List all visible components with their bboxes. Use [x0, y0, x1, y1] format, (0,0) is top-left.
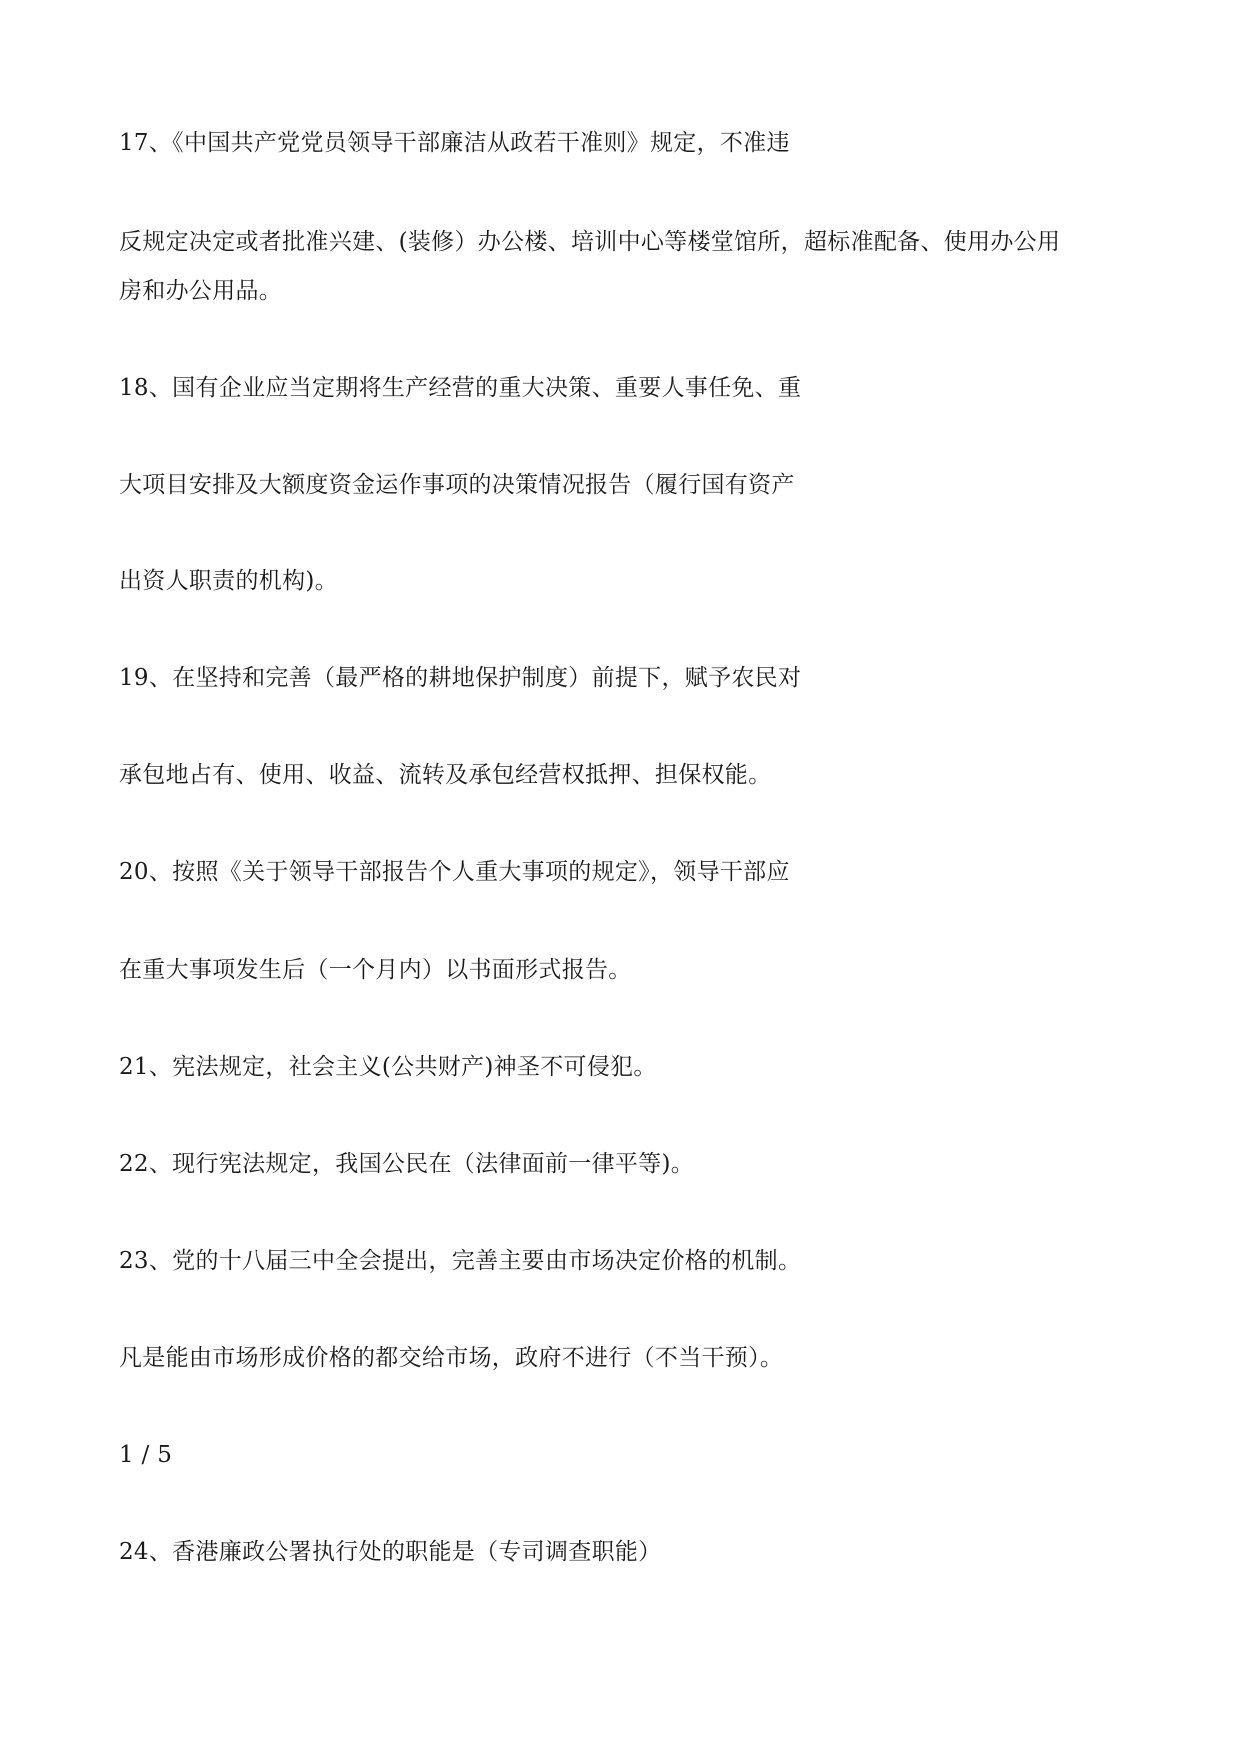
text-line-18c: 出资人职责的机构)。 — [119, 568, 338, 594]
text-line-18b: 大项目安排及大额度资金运作事项的决策情况报告（履行国有资产 — [119, 472, 795, 498]
text-line-19b: 承包地占有、使用、收益、流转及承包经营权抵押、担保权能。 — [119, 762, 772, 788]
page-number: 1 / 5 — [119, 1442, 173, 1468]
text-line-18a: 18、国有企业应当定期将生产经营的重大决策、重要人事任免、重 — [119, 375, 802, 401]
text-line-21: 21、宪法规定，社会主义(公共财产)神圣不可侵犯。 — [119, 1054, 657, 1080]
text-line-20b: 在重大事项发生后（一个月内）以书面形式报告。 — [119, 957, 632, 983]
text-line-24: 24、香港廉政公署执行处的职能是（专司调查职能） — [119, 1539, 662, 1565]
text-line-23a: 23、党的十八届三中全会提出，完善主要由市场决定价格的机制。 — [119, 1248, 802, 1274]
text-line-23b: 凡是能由市场形成价格的都交给市场，政府不进行（不当干预）。 — [119, 1345, 784, 1371]
text-line-17b: 反规定决定或者批准兴建、(装修）办公楼、培训中心等楼堂馆所，超标准配备、使用办公用 — [119, 229, 1061, 255]
text-line-19a: 19、在坚持和完善（最严格的耕地保护制度）前提下，赋予农民对 — [119, 665, 802, 691]
text-line-17a: 17、《中国共产党党员领导干部廉洁从政若干准则》规定，不准违 — [119, 130, 790, 156]
text-line-22: 22、现行宪法规定，我国公民在（法律面前一律平等)。 — [119, 1151, 695, 1177]
text-line-20a: 20、按照《关于领导干部报告个人重大事项的规定》，领导干部应 — [119, 859, 790, 885]
text-line-17c: 房和办公用品。 — [119, 278, 283, 304]
